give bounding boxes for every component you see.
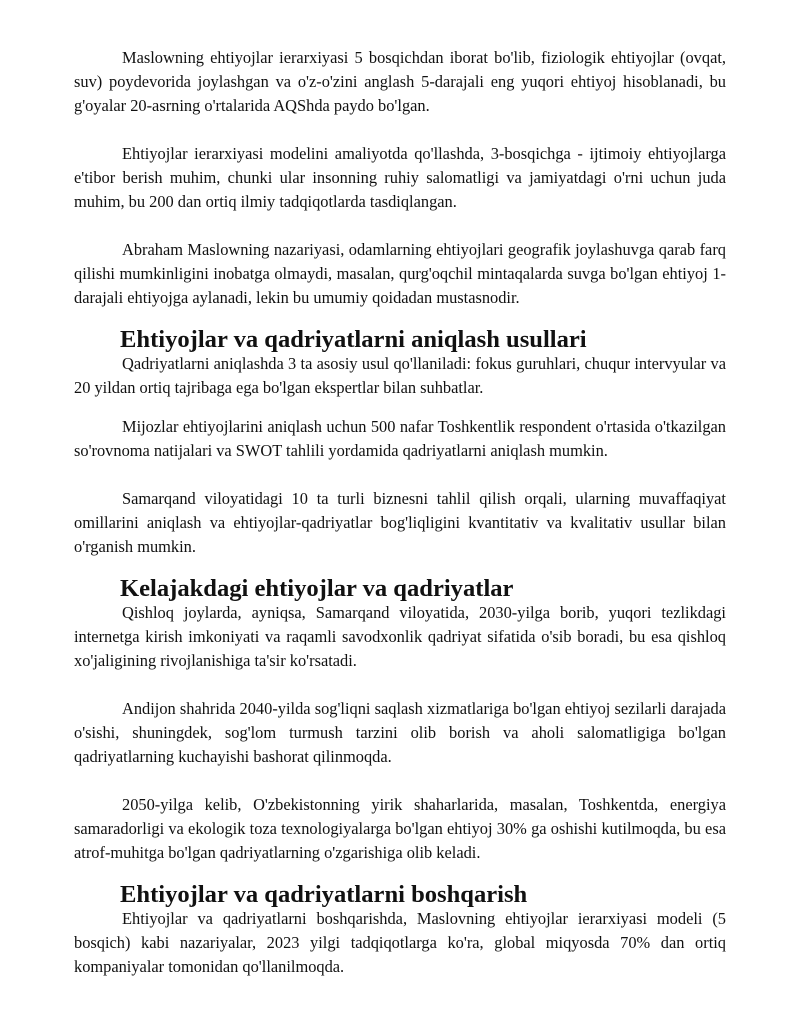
- paragraph-value-methods: Qadriyatlarni aniqlashda 3 ta asosiy usul qo'llaniladi: fokus guruhlari, chuqur intervyular va 20 yildan ortiq tajribaga ega bo'lgan ekspertlar bilan suhbatlar.: [74, 354, 726, 397]
- paragraph-survey-swot: Mijozlar ehtiyojlarini aniqlash uchun 500 nafar Toshkentlik respondent o'rtasida o'tkazilgan so'rovnoma natijalari va SWOT tahlili yordamida qadriyatlarni aniqlash mumkin.: [74, 417, 726, 460]
- paragraph-rural-internet: Qishloq joylarda, ayniqsa, Samarqand viloyatida, 2030-yilga borib, yuqori tezlikdagi internetga kirish imkoniyati va raqamli savodxonlik qadriyat sifatida o'sib boradi, bu esa qishloq xo'jaligining rivojlanishiga ta'sir ko'rsatadi.: [74, 603, 726, 670]
- paragraph-geographic-critique: Abraham Maslowning nazariyasi, odamlarning ehtiyojlari geografik joylashuvga qarab farq qilishi mumkinligini inobatga olmaydi, masalan, qurg'oqchil mintaqalarda suvga bo'lgan ehtiyoj 1-darajali ehtiyojga aylanadi, lekin bu umumiy qoidadan mustasnodir.: [74, 240, 726, 307]
- heading-future-needs: Kelajakdagi ehtiyojlar va qadriyatlar: [120, 575, 514, 602]
- paragraph-samarqand-business: Samarqand viloyatidagi 10 ta turli biznesni tahlil qilish orqali, ularning muvaffaqiyat omillarini aniqlash va ehtiyojlar-qadriyatlar bog'liqligini kvantitativ va kvalitativ usullar bilan o'rganish mumkin.: [74, 489, 726, 556]
- paragraph-maslow-hierarchy: Maslowning ehtiyojlar ierarxiyasi 5 bosqichdan iborat bo'lib, fiziologik ehtiyojlar (ovqat, suv) poydevorida joylashgan va o'z-o'zini anglash 5-darajali eng yuqori ehtiyoj hisoblanadi, bu g'oyalar 20-asrning o'rtalarida AQShda paydo bo'lgan.: [74, 48, 726, 115]
- heading-identification-methods: Ehtiyojlar va qadriyatlarni aniqlash usullari: [120, 326, 587, 353]
- paragraph-social-needs: Ehtiyojlar ierarxiyasi modelini amaliyotda qo'llashda, 3-bosqichga - ijtimoiy ehtiyojlarga e'tibor berish muhim, chunki ular insonning ruhiy salomatligi va jamiyatdagi o'rni uchun juda muhim, bu 200 dan ortiq ilmiy tadqiqotlarda tasdiqlangan.: [74, 144, 726, 211]
- heading-management: Ehtiyojlar va qadriyatlarni boshqarish: [120, 881, 528, 908]
- paragraph-energy-efficiency: 2050-yilga kelib, O'zbekistonning yirik shaharlarida, masalan, Toshkentda, energiya samaradorligi va ekologik toza texnologiyalarga bo'lgan ehtiyoj 30% ga oshishi kutilmoqda, bu esa atrof-muhitga bo'lgan qadriyatlarning o'zgarishiga olib keladi.: [74, 795, 726, 862]
- paragraph-andijon-health: Andijon shahrida 2040-yilda sog'liqni saqlash xizmatlariga bo'lgan ehtiyoj sezilarli darajada o'sishi, shuningdek, sog'lom turmush tarzini olib borish va aholi salomatligiga bo'lgan qadriyatlarning kuchayishi bashorat qilinmoqda.: [74, 699, 726, 766]
- paragraph-management-models: Ehtiyojlar va qadriyatlarni boshqarishda, Maslovning ehtiyojlar ierarxiyasi modeli (5 bosqich) kabi nazariyalar, 2023 yilgi tadqiqotlarga ko'ra, global miqyosda 70% dan ortiq kompaniyalar tomonidan qo'llanilmoqda.: [74, 909, 726, 976]
